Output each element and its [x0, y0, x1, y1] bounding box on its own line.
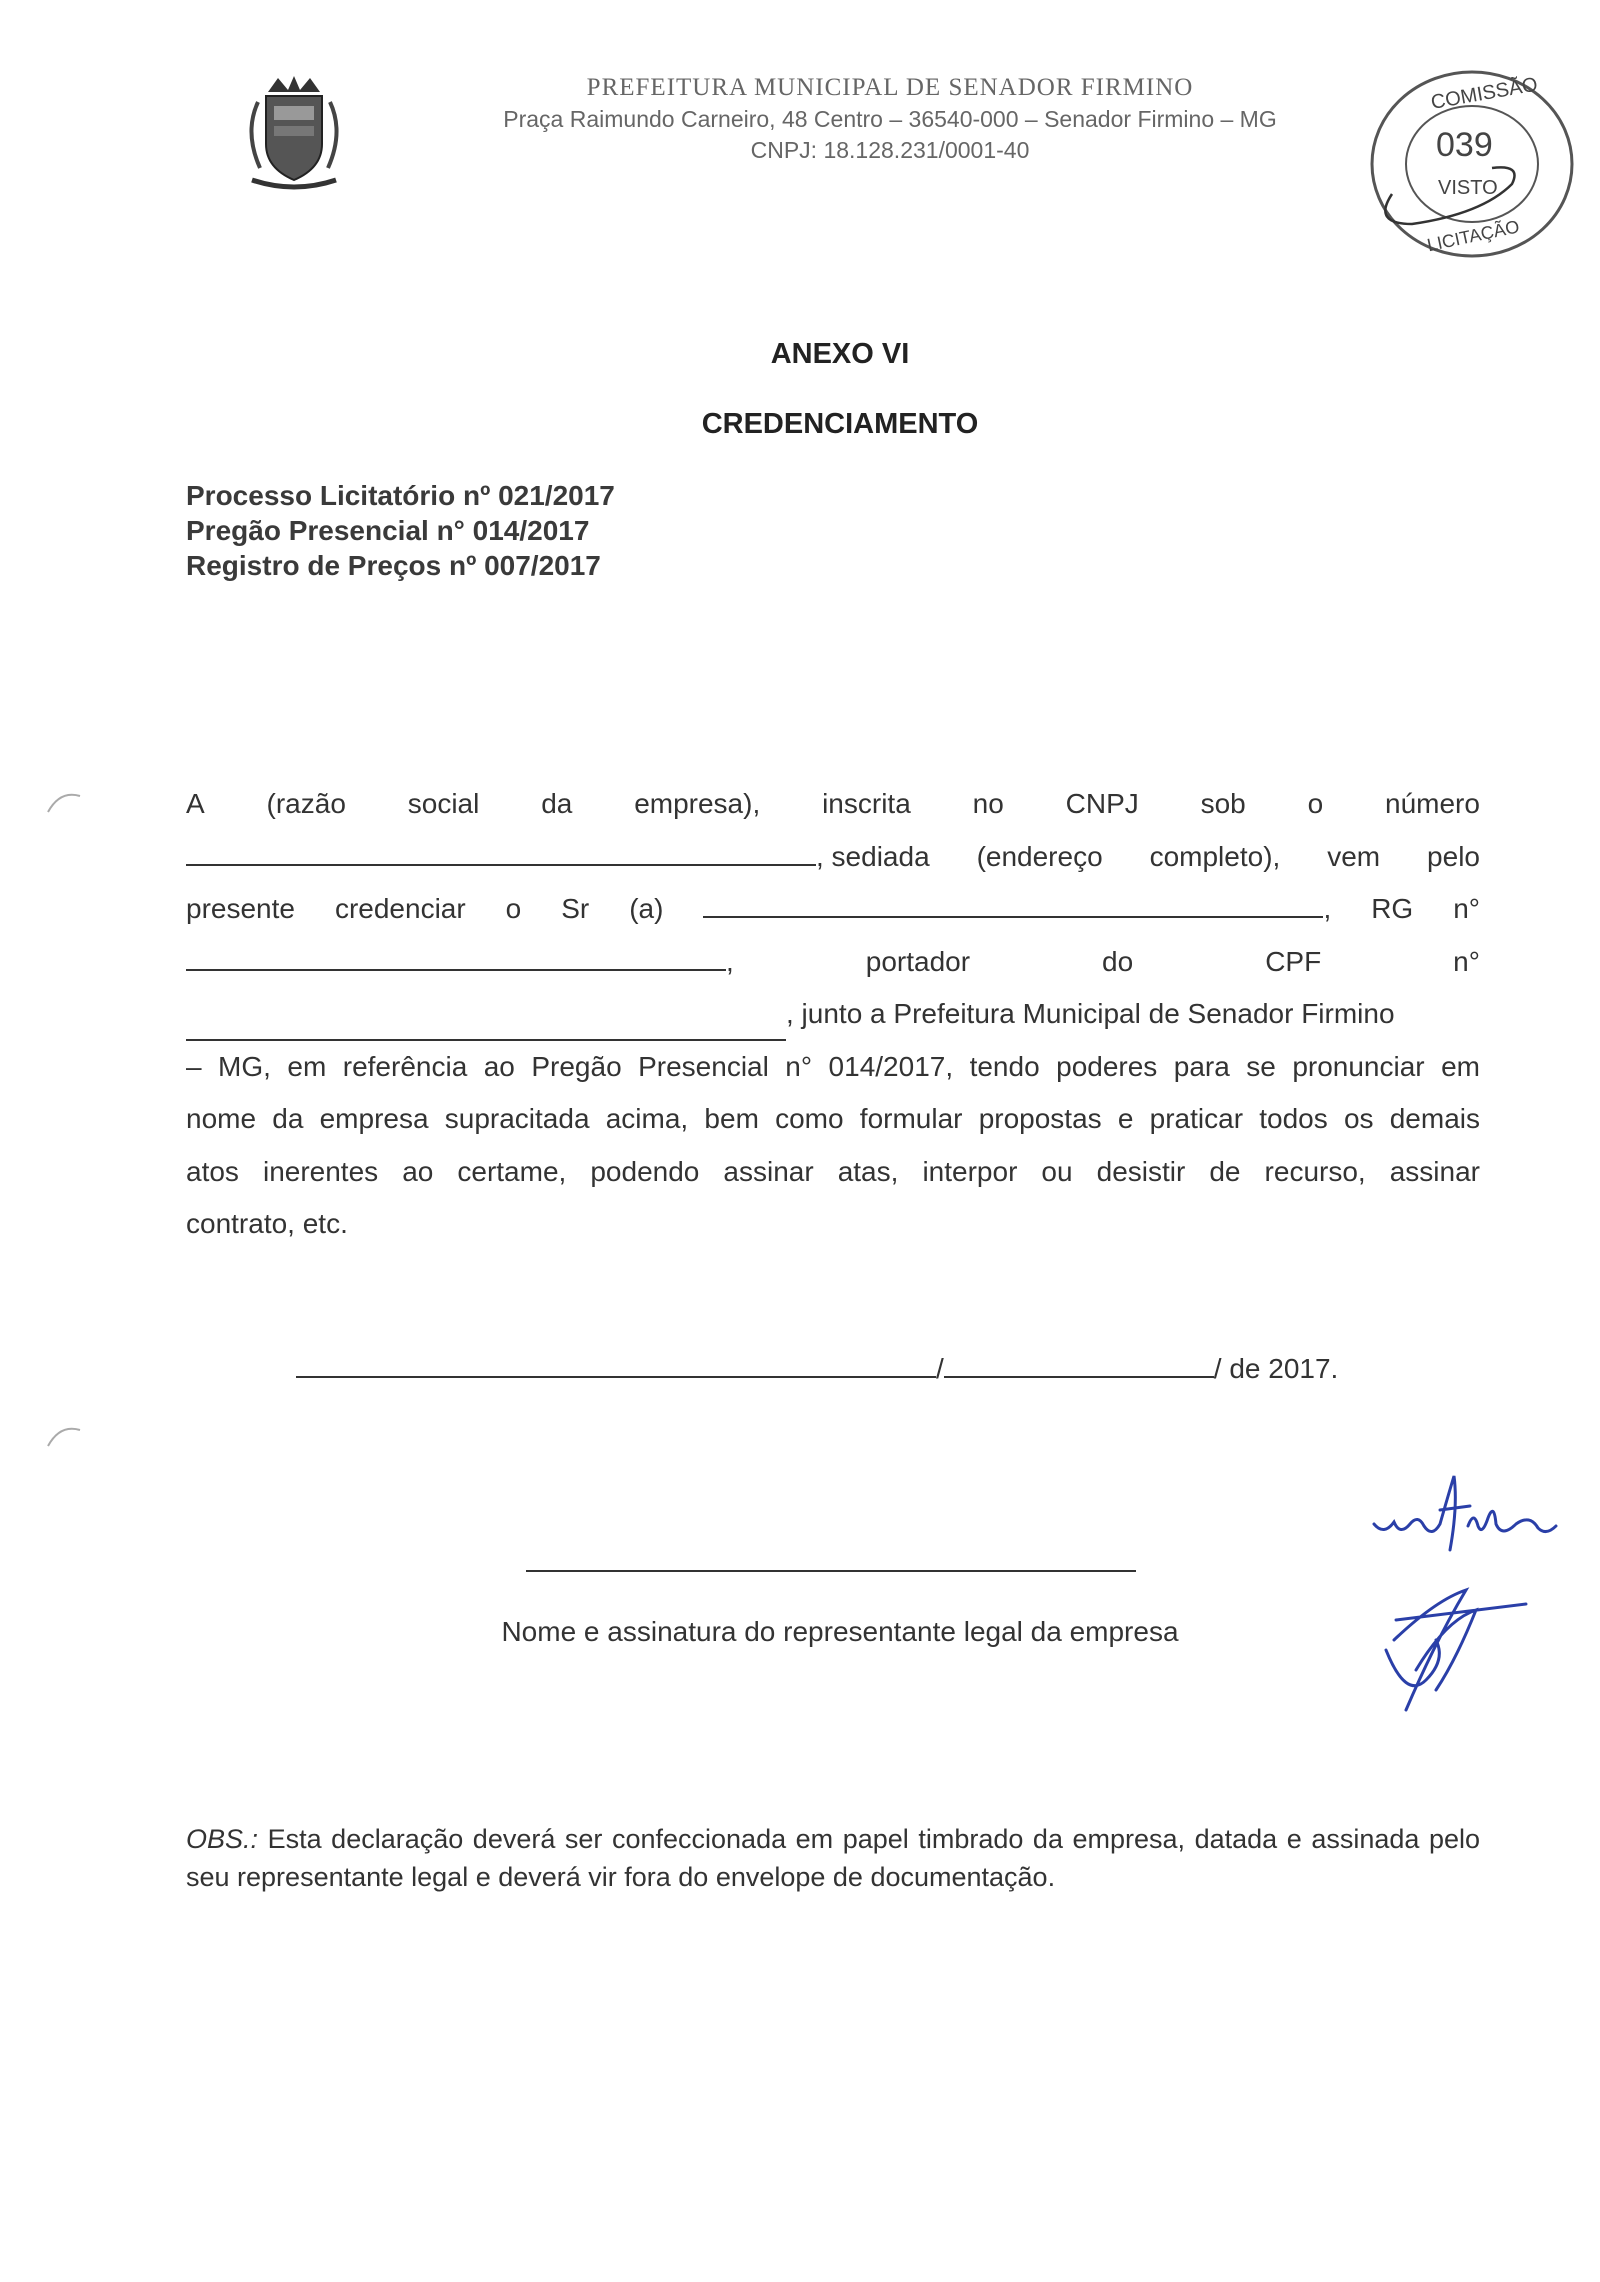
- organization-name: PREFEITURA MUNICIPAL DE SENADOR FIRMINO: [586, 74, 1194, 101]
- word: da: [541, 788, 573, 819]
- cpf-blank: [186, 1013, 786, 1041]
- word: pelo: [1427, 840, 1480, 872]
- statement-line-7: nome da empresa supracitada acima, bem como formular propostas e praticar todos os demais: [186, 1103, 1480, 1134]
- word: (razão: [266, 788, 346, 819]
- word: o: [1307, 788, 1324, 819]
- letterhead: [380, 74, 1400, 164]
- price-registry-number: Registro de Preços nº 007/2017: [186, 550, 601, 581]
- word: CPF: [1265, 945, 1322, 977]
- date-line: [296, 1350, 1338, 1385]
- punch-hole-mark: [44, 786, 84, 816]
- word: do: [1102, 945, 1134, 977]
- stamp-top-text: COMISSÃO: [1429, 73, 1540, 114]
- stamp-bottom-text: LICITAÇÃO: [1425, 216, 1522, 256]
- word: completo),: [1149, 840, 1281, 872]
- word: no: [972, 788, 1004, 819]
- statement-line-6: – MG, em referência ao Pregão Presencial n° 014/2017, tendo poderes para se pronunciar em: [186, 1050, 1480, 1082]
- day-place-blank: [296, 1350, 936, 1378]
- punch-hole-mark: [44, 1420, 84, 1450]
- auction-number: Pregão Presencial n° 014/2017: [186, 515, 590, 546]
- process-number: Processo Licitatório nº 021/2017: [186, 480, 615, 511]
- word: A: [186, 788, 205, 819]
- word: CNPJ: [1065, 788, 1139, 819]
- statement-line-5: [186, 988, 1480, 1041]
- word: RG: [1371, 893, 1414, 924]
- statement-line-3: [186, 883, 1480, 936]
- credential-statement: [186, 778, 1480, 1251]
- obs-text: Esta declaração deverá ser confeccionada em papel timbrado da empresa, datada e assinada pelo seu representante legal e deverá vir fora do envelope de documentação.: [186, 1824, 1480, 1892]
- organization-address: Praça Raimundo Carneiro, 48 Centro – 36540-000 – Senador Firmino – MG: [503, 106, 1277, 132]
- word: número: [1385, 788, 1480, 819]
- obs-label: OBS.:: [186, 1824, 259, 1854]
- statement-line-1: [186, 778, 1480, 831]
- subject-title: CREDENCIAMENTO: [701, 408, 979, 440]
- stamp-number: 039: [1436, 126, 1493, 164]
- word: n°: [1453, 893, 1480, 924]
- word: credenciar: [334, 893, 466, 924]
- word: social: [407, 788, 480, 819]
- statement-line-4: [186, 936, 1480, 989]
- word: inscrita: [822, 788, 911, 819]
- handwritten-signature: [1376, 1580, 1536, 1730]
- word: sob: [1200, 788, 1246, 819]
- observation-note: [186, 1820, 1480, 1896]
- organization-cnpj: CNPJ: 18.128.231/0001-40: [750, 137, 1030, 163]
- annex-title: ANEXO VI: [770, 338, 910, 370]
- month-blank: [944, 1350, 1214, 1378]
- representative-blank: ,: [703, 883, 1331, 936]
- word: (a): [629, 893, 664, 924]
- coat-of-arms-logo: [238, 72, 350, 192]
- word: vem: [1327, 840, 1381, 872]
- rg-blank: ,: [186, 936, 734, 989]
- process-info: [186, 478, 615, 583]
- statement-line-9: contrato, etc.: [186, 1208, 348, 1239]
- signature-line: [526, 1570, 1136, 1572]
- cnpj-blank: , sediada: [186, 831, 930, 884]
- date-year: / de 2017.: [1213, 1353, 1339, 1384]
- signature-label: Nome e assinatura do representante legal da empresa: [501, 1616, 1179, 1647]
- word: presente: [186, 893, 295, 924]
- word: portador: [865, 945, 971, 977]
- date-separator: /: [936, 1353, 944, 1384]
- stamp-visto: VISTO: [1438, 177, 1498, 199]
- word: Sr: [561, 893, 590, 924]
- word: (endereço: [976, 840, 1103, 872]
- statement-line-8: atos inerentes ao certame, podendo assinar atas, interpor ou desistir de recurso, assinar: [186, 1155, 1480, 1187]
- word: n°: [1453, 945, 1480, 977]
- handwritten-rubric: [1370, 1466, 1570, 1556]
- commission-stamp: [1352, 64, 1582, 264]
- statement-text: , junto a Prefeitura Municipal de Senador Firmino: [786, 998, 1395, 1029]
- statement-line-2: [186, 831, 1480, 884]
- word: o: [505, 893, 522, 924]
- word: empresa),: [634, 788, 761, 819]
